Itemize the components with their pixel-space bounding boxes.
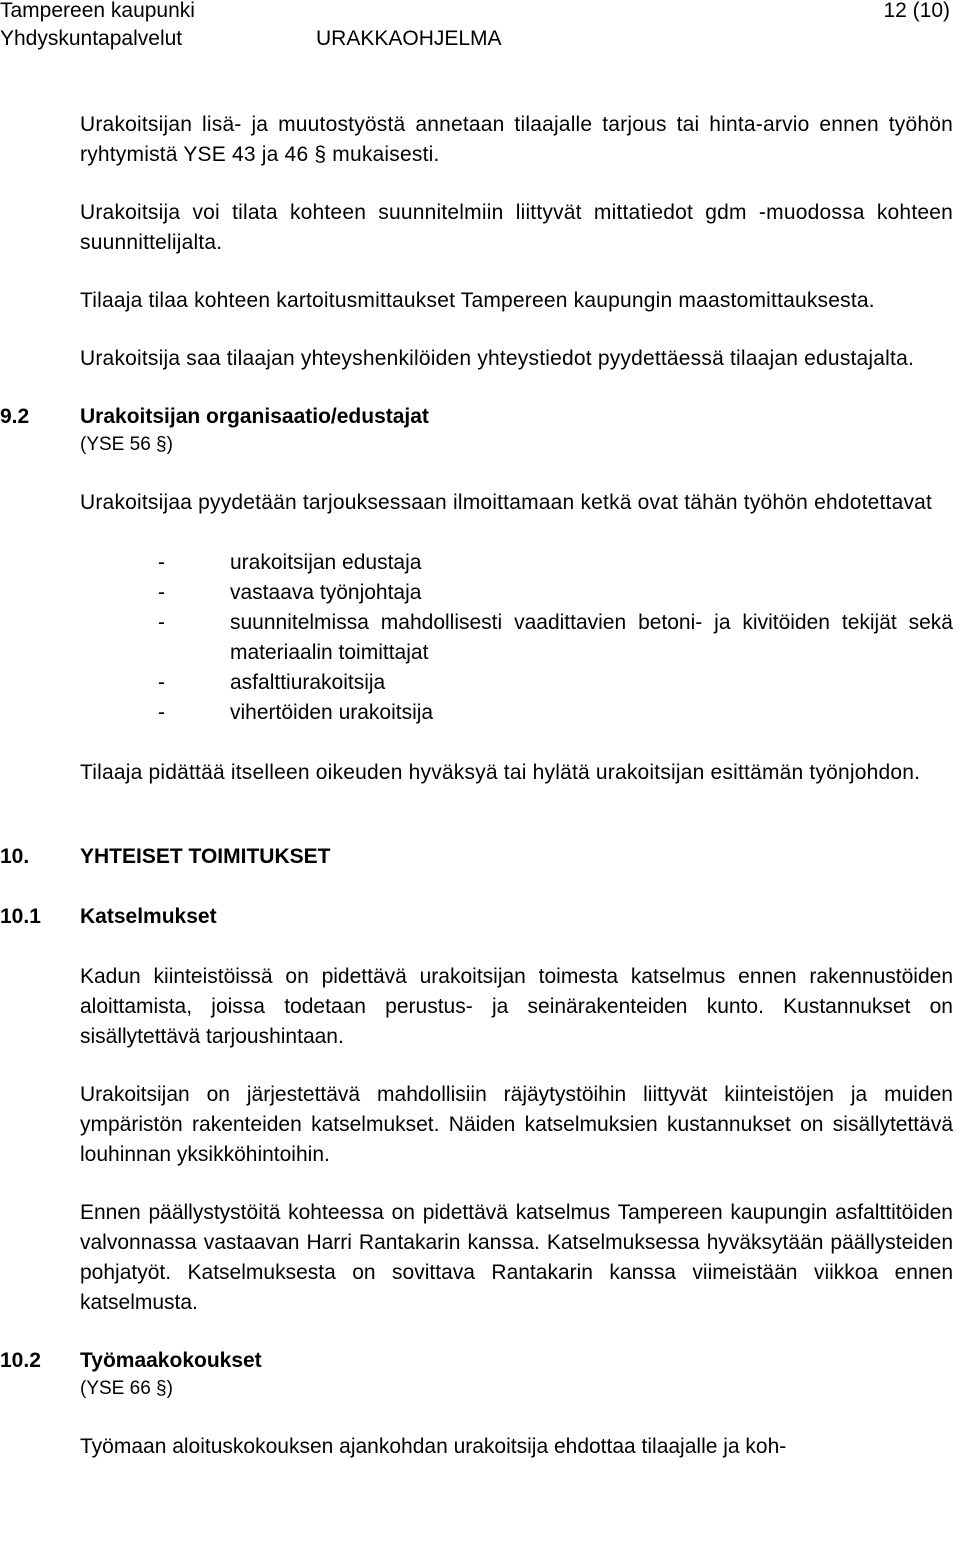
list-dash: - [158, 701, 165, 724]
header-organization: Tampereen kaupunki [0, 0, 195, 22]
paragraph-survey-measurements: Tilaaja tilaa kohteen kartoitusmittaukset Tampereen kaupungin maastomittauksesta. [80, 289, 875, 312]
section-reference: (YSE 56 §) [80, 434, 173, 455]
list-item [80, 548, 953, 578]
paragraph-organization-intro: Urakoitsijaa pyydetään tarjouksessaan ilmoittamaan ketkä ovat tähän työhön ehdotettavat [80, 491, 933, 514]
section-heading-10-2 [0, 1346, 953, 1376]
section-reference: (YSE 66 §) [80, 1378, 173, 1399]
list-dash: - [158, 611, 165, 634]
section-number: 10.1 [0, 905, 41, 928]
paragraph-site-meeting: Työmaan aloituskokouksen ajankohdan urakoitsija ehdottaa tilaajalle ja koh- [80, 1435, 787, 1458]
section-heading-9-2 [0, 402, 953, 432]
list-item-text: asfalttiurakoitsija [230, 671, 386, 694]
section-number: 10.2 [0, 1349, 41, 1372]
section-title: Työmaakokoukset [80, 1349, 262, 1372]
header-page-number: 12 (10) [883, 0, 950, 22]
section-number: 10. [0, 845, 30, 868]
header-document-title: URAKKAOHJELMA [316, 27, 502, 50]
section-title: Urakoitsijan organisaatio/edustajat [80, 405, 429, 428]
paragraph-paving-inspection: Ennen päällystystöitä kohteessa on pidettävä katselmus Tampereen kaupungin asfalttitöiden valvonnassa vastaavan Harri Rantakarin kanssa. Katselmuksessa hyväksytään päällysteiden pohjatyöt. Katselmuksesta on sovittava Rantakarin kanssa viimeistään viikkoa ennen katselmusta. [80, 1201, 953, 1314]
list-dash: - [158, 671, 165, 694]
list-item-text: vastaava työnjohtaja [230, 581, 422, 604]
section-title: Katselmukset [80, 905, 217, 928]
paragraph-measurement-data: Urakoitsija voi tilata kohteen suunnitelmiin liittyvät mittatiedot gdm -muodossa kohteen suunnittelijalta. [80, 201, 953, 254]
section-number: 9.2 [0, 405, 30, 428]
paragraph-supervision-right: Tilaaja pidättää itselleen oikeuden hyväksyä tai hylätä urakoitsijan esittämän työnjohdon. [80, 761, 921, 784]
list-item [80, 608, 953, 668]
section-title: YHTEISET TOIMITUKSET [80, 845, 331, 868]
list-dash: - [158, 551, 165, 574]
list-dash: - [158, 581, 165, 604]
list-item-text: suunnitelmissa mahdollisesti vaadittavien betoni- ja kivitöiden tekijät sekä materiaalin toimittajat [230, 611, 953, 664]
section-heading-10 [0, 842, 953, 872]
paragraph-property-inspection: Kadun kiinteistöissä on pidettävä urakoitsijan toimesta katselmus ennen rakennustöiden aloittamista, joissa todetaan perustus- ja seinärakenteiden kunto. Kustannukset on sisällytettävä tarjoushintaan. [80, 965, 953, 1048]
section-heading-10-1 [0, 902, 953, 932]
header-department: Yhdyskuntapalvelut [0, 27, 183, 50]
list-item [80, 668, 953, 698]
paragraph-blasting-inspection: Urakoitsijan on järjestettävä mahdollisiin räjäytystöihin liittyvät kiinteistöjen ja muiden ympäristön rakenteiden katselmukset. Näiden katselmuksien kustannukset on sisällytettävä louhinnan yksikköhintoihin. [80, 1083, 953, 1166]
paragraph-change-work-offer: Urakoitsijan lisä- ja muutostyöstä annetaan tilaajalle tarjous tai hinta-arvio ennen työhön ryhtymistä YSE 43 ja 46 § mukaisesti. [80, 113, 953, 166]
list-item [80, 698, 953, 728]
paragraph-contact-info: Urakoitsija saa tilaajan yhteyshenkilöiden yhteystiedot pyydettäessä tilaajan edustajalta. [80, 347, 914, 370]
document-body [0, 110, 953, 1462]
list-item [80, 578, 953, 608]
list-item-text: urakoitsijan edustaja [230, 551, 422, 574]
representatives-list [80, 548, 953, 728]
list-item-text: vihertöiden urakoitsija [230, 701, 434, 724]
